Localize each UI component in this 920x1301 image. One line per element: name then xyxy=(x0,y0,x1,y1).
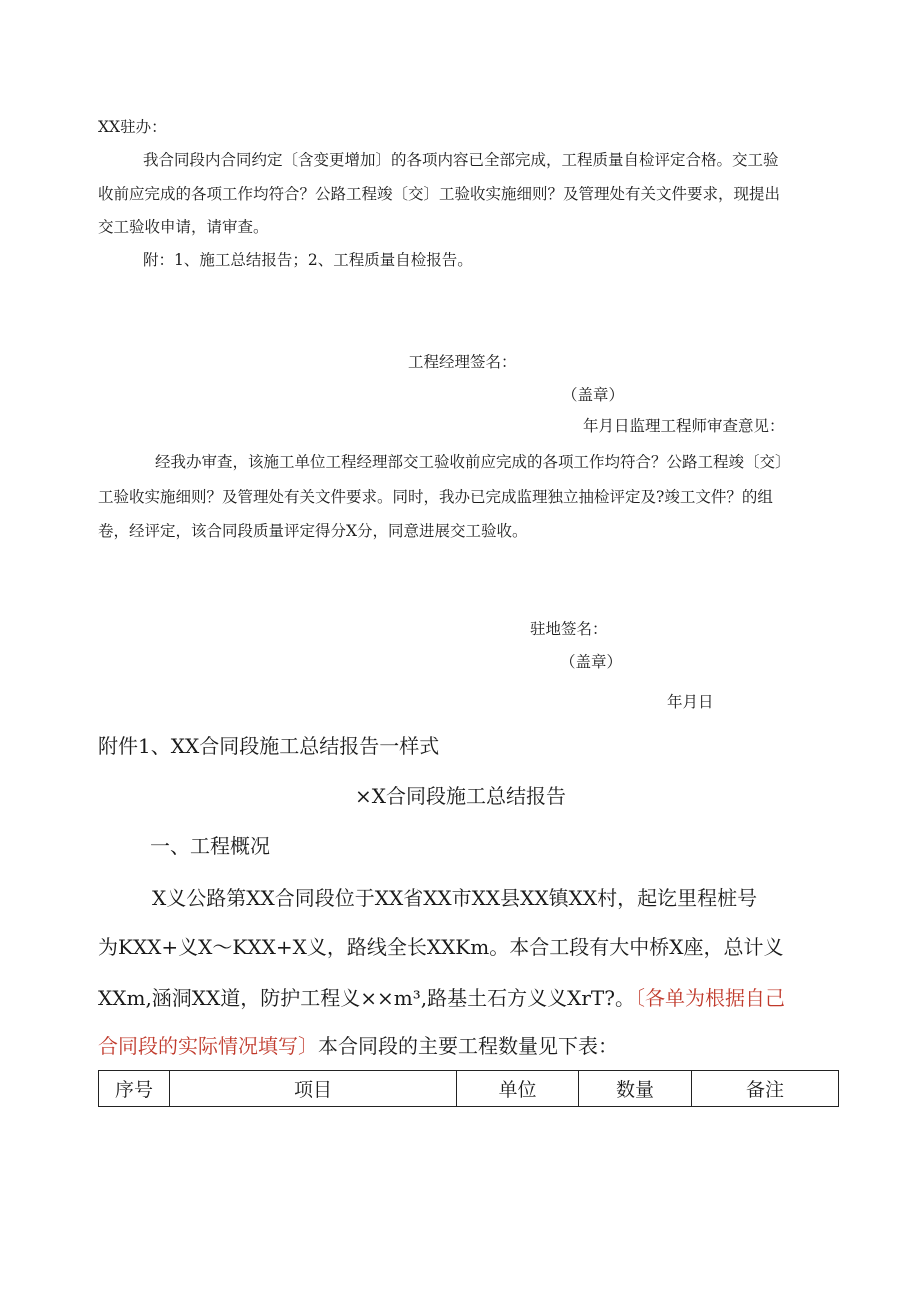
overview-line-2: 为KXX+义X〜KXX+X义，路线全长XXKm。本合工段有大中桥X座，总计义 xyxy=(98,935,784,959)
manager-signature-label: 工程经理签名： xyxy=(408,353,517,371)
header-item: 项目 xyxy=(170,1071,457,1107)
review-line-3: 卷，经评定，该合同段质量评定得分X分，同意进展交工验收。 xyxy=(98,522,528,540)
header-quantity: 数量 xyxy=(579,1071,692,1107)
report-title: ×X合同段施工总结报告 xyxy=(355,784,566,808)
addressee: XX驻办： xyxy=(98,118,167,136)
overview-line-1: X义公路第XX合同段位于XX省XX市XX县XX镇XX村，起讫里程桩号 xyxy=(152,886,758,910)
date-review-label: 年月日监理工程师审查意见： xyxy=(583,417,785,435)
application-para-line-3: 交工验收申请，请审查。 xyxy=(98,218,269,236)
overview-line-3 xyxy=(98,982,785,1011)
review-line-1: 经我办审查，该施工单位工程经理部交工验收前应完成的各项工作均符合？公路工程竣〔交〕 xyxy=(155,453,791,471)
table-header-row xyxy=(99,1071,839,1107)
seal-label-1: （盖章） xyxy=(562,386,625,404)
fill-instruction-note-end: 合同段的实际情况填写〕 xyxy=(98,1034,318,1058)
appendix-heading: 附件1、XX合同段施工总结报告一样式 xyxy=(98,734,440,758)
attachments-list: 附：1、施工总结报告；2、工程质量自检报告。 xyxy=(143,251,473,269)
header-unit: 单位 xyxy=(457,1071,579,1107)
application-para-line-2: 收前应完成的各项工作均符合？公路工程竣〔交〕工验收实施细则？及管理处有关文件要求，现提出 xyxy=(98,185,781,203)
header-serial-number: 序号 xyxy=(99,1071,170,1107)
review-line-2: 工验收实施细则？及管理处有关文件要求。同时，我办已完成监理独立抽检评定及?竣工文件？的组 xyxy=(98,488,773,506)
application-para-line-1: 我合同段内合同约定〔含变更增加〕的各项内容已全部完成，工程质量自检评定合格。交工验 xyxy=(143,151,779,169)
seal-label-2: （盖章） xyxy=(560,653,623,671)
fill-instruction-note-start: 〔各单为根据自己 xyxy=(635,986,785,1010)
header-remarks: 备注 xyxy=(692,1071,839,1107)
overview-line-4 xyxy=(98,1030,618,1059)
overview-line-3-text: XXm,涵洞XX道，防护工程义××m³,路基土石方义义XrT?。 xyxy=(98,986,635,1010)
quantities-table xyxy=(98,1070,839,1107)
station-signature-label: 驻地签名： xyxy=(530,620,608,638)
review-date: 年月日 xyxy=(667,693,714,711)
overview-line-4-text: 本合同段的主要工程数量见下表： xyxy=(318,1034,618,1058)
section-heading-overview: 一、工程概况 xyxy=(150,834,270,858)
